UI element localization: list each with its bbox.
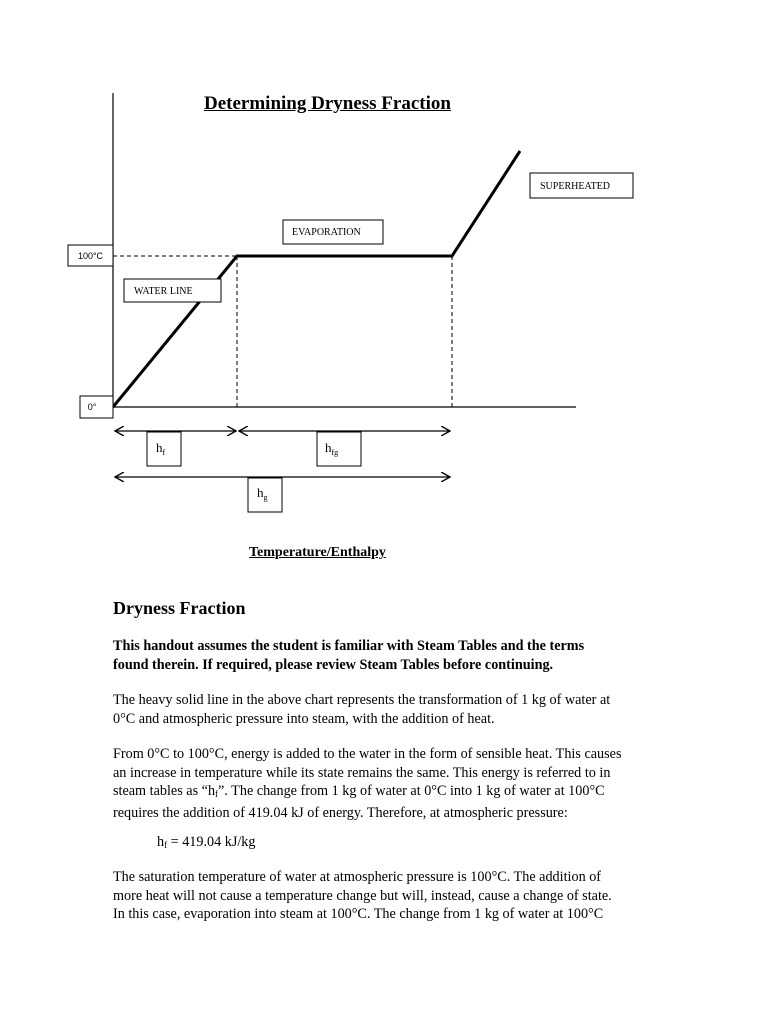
superheated-box: [530, 173, 633, 198]
paragraph-1-line-2: 0°C and atmospheric pressure into steam, with the addition of heat.: [113, 710, 495, 727]
paragraph-3-line-3: In this case, evaporation into steam at 100°C. The change from 1 kg of water at 100°C: [113, 906, 604, 922]
paragraph-2-line-2: an increase in temperature while its state remains the same. This energy is referred to in: [113, 764, 611, 781]
hf-box: [147, 432, 181, 466]
document-title: Determining Dryness Fraction: [204, 93, 451, 114]
hf-label: $h_f$: [156, 440, 166, 457]
intro-line-2: found therein. If required, please review Steam Tables before continuing.: [113, 656, 554, 673]
hg-label: $h_g$: [257, 485, 268, 502]
intro-line-1: This handout assumes the student is familiar with Steam Tables and the terms: [113, 638, 585, 654]
axis-caption: Temperature/Enthalpy: [249, 545, 386, 560]
evaporation-box: [283, 220, 383, 244]
hfg-box: [317, 432, 361, 466]
paragraph-2: [113, 745, 673, 822]
hfg-label: $h_{fg}$: [325, 440, 339, 457]
water-line-box: [124, 279, 221, 302]
paragraph-1-line-1: The heavy solid line in the above chart represents the transformation of 1 kg of water at: [113, 692, 611, 708]
hf-formula: $h_f = 419.04$ kJ/kg: [157, 834, 256, 850]
section-heading: Dryness Fraction: [113, 598, 246, 618]
label-0-text: 0°: [87, 402, 97, 412]
hg-box: [248, 478, 282, 512]
superheated-label: SUPERHEATED: [540, 181, 611, 192]
water-line-label: WATER LINE: [134, 286, 193, 297]
paragraph-2-line-4: requires the addition of 419.04 kJ of energy. Therefore, at atmospheric pressure:: [113, 804, 568, 821]
paragraph-3-line-2: more heat will not cause a temperature change but will, instead, cause a change of state.: [113, 887, 612, 904]
paragraph-1: [113, 691, 673, 728]
label-100c: [68, 245, 113, 266]
label-100c-text: 100°C: [77, 251, 104, 261]
intro-paragraph: [113, 637, 673, 674]
paragraph-2-line-3: steam tables as “$h_f$”. The change from 1 kg of water at 0°C into 1 kg of water at 100°C: [113, 783, 605, 799]
evaporation-label: EVAPORATION: [292, 227, 361, 238]
paragraph-2-line-1: From 0°C to 100°C, energy is added to the water in the form of sensible heat. This causes: [113, 746, 622, 762]
paragraph-3: [113, 868, 673, 924]
label-0: [80, 396, 113, 418]
paragraph-3-line-1: The saturation temperature of water at atmospheric pressure is 100°C. The addition of: [113, 869, 602, 885]
